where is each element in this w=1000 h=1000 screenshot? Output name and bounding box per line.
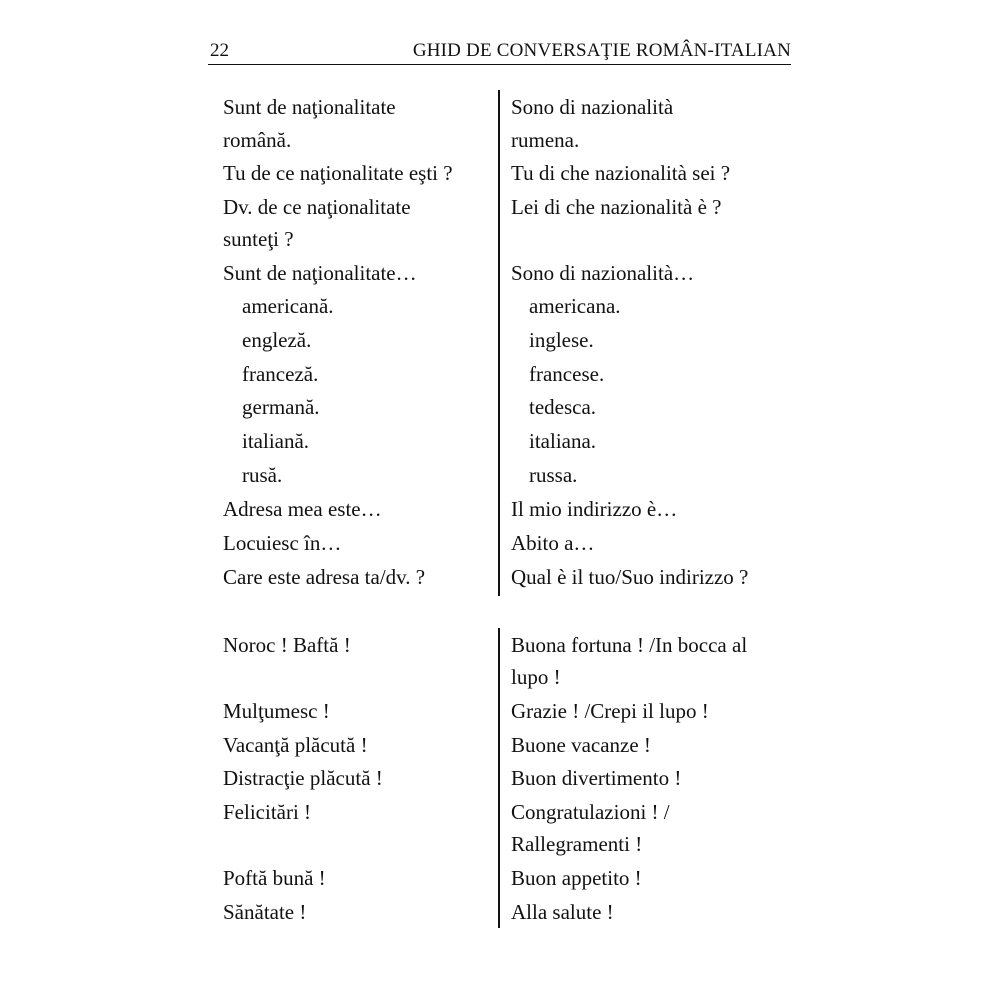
romanian-phrase: Dv. de ce naţionalitate [223, 195, 411, 219]
italian-phrase: Il mio indirizzo è… [511, 497, 678, 521]
romanian-phrase: Poftă bună ! [223, 866, 326, 890]
romanian-phrase: română. [223, 128, 292, 152]
romanian-phrase: Locuiesc în… [223, 531, 342, 555]
italian-phrase: Tu di che nazionalità sei ? [511, 161, 731, 185]
romanian-phrase: Adresa mea este… [223, 497, 382, 521]
page-number: 22 [210, 40, 229, 61]
page-header [208, 40, 791, 65]
romanian-phrase: Sănătate ! [223, 900, 307, 924]
romanian-phrase: germană. [242, 395, 320, 419]
italian-phrase: Rallegramenti ! [511, 832, 643, 856]
romanian-phrase: Sunt de naţionalitate… [223, 261, 417, 285]
italian-phrase: lupo ! [511, 665, 561, 689]
italian-phrase: russa. [529, 463, 578, 487]
italian-phrase: Sono di nazionalità [511, 95, 674, 119]
romanian-phrase: Noroc ! Baftă ! [223, 633, 351, 657]
italian-phrase: Lei di che nazionalità è ? [511, 195, 722, 219]
italian-phrase: italiana. [529, 429, 597, 453]
romanian-phrase: Care este adresa ta/dv. ? [223, 565, 426, 589]
italian-phrase: Buona fortuna ! /In bocca al [511, 633, 748, 657]
italian-phrase: Abito a… [511, 531, 595, 555]
italian-phrase: Congratulazioni ! / [511, 800, 670, 824]
romanian-phrase: engleză. [242, 328, 312, 352]
italian-phrase: Buone vacanze ! [511, 733, 651, 757]
romanian-phrase: Distracţie plăcută ! [223, 766, 383, 790]
italian-phrase: Buon divertimento ! [511, 766, 682, 790]
italian-phrase: Grazie ! /Crepi il lupo ! [511, 699, 709, 723]
romanian-phrase: Mulţumesc ! [223, 699, 330, 723]
romanian-phrase: Tu de ce naţionalitate eşti ? [223, 161, 453, 185]
column-divider [498, 628, 500, 928]
italian-phrase: inglese. [529, 328, 594, 352]
romanian-phrase: americană. [242, 294, 334, 318]
italian-phrase: americana. [529, 294, 621, 318]
running-title: GHID DE CONVERSAŢIE ROMÂN-ITALIAN [412, 40, 791, 61]
italian-phrase: Alla salute ! [511, 900, 614, 924]
romanian-phrase: Vacanţă plăcută ! [223, 733, 368, 757]
romanian-phrase: italiană. [242, 429, 310, 453]
italian-phrase: rumena. [511, 128, 580, 152]
romanian-phrase: Sunt de naţionalitate [223, 95, 396, 119]
romanian-phrase: Felicitări ! [223, 800, 312, 824]
romanian-phrase: franceză. [242, 362, 319, 386]
italian-phrase: tedesca. [529, 395, 597, 419]
italian-phrase: Buon appetito ! [511, 866, 642, 890]
italian-phrase: francese. [529, 362, 605, 386]
italian-phrase: Qual è il tuo/Suo indirizzo ? [511, 565, 749, 589]
italian-phrase: Sono di nazionalità… [511, 261, 695, 285]
romanian-phrase: rusă. [242, 463, 283, 487]
romanian-phrase: sunteţi ? [223, 227, 294, 251]
